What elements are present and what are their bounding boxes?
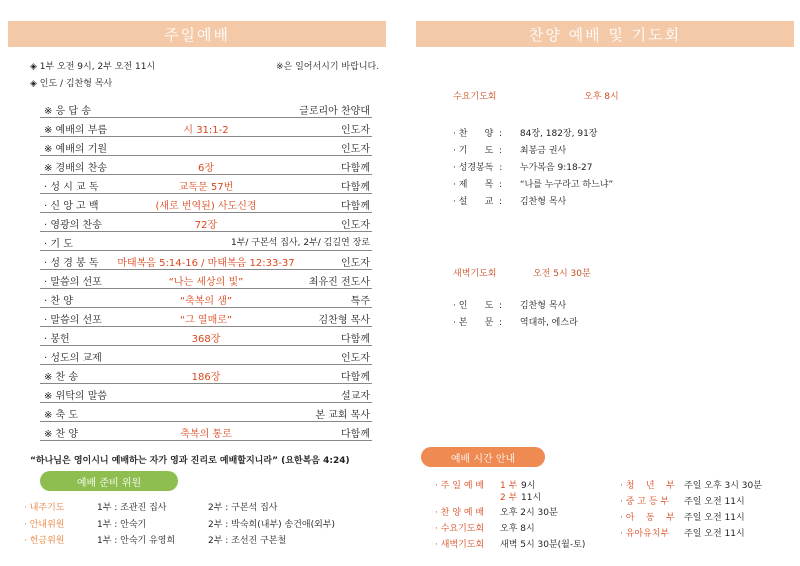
schedule-name: · 주 일 예 배 bbox=[435, 481, 485, 491]
order-item-leader: 인도자 bbox=[341, 220, 370, 231]
schedule-time: 오후 2시 30분 bbox=[500, 508, 558, 518]
order-item-detail: 마태복음 5:14-16 / 마태복음 12:33-37 bbox=[117, 258, 295, 269]
order-item-detail: 축복의 통로 bbox=[180, 429, 232, 440]
order-row bbox=[40, 422, 372, 441]
order-item-name: · 말씀의 선포 bbox=[44, 315, 102, 326]
order-item-detail: “그 열매로” bbox=[179, 315, 233, 326]
order-row bbox=[40, 99, 372, 118]
order-item-name: · 말씀의 선포 bbox=[44, 277, 102, 288]
order-item-name: · 성 경 봉 독 bbox=[44, 258, 99, 269]
order-row bbox=[40, 251, 372, 270]
wed-title: 수요기도회 bbox=[453, 92, 497, 102]
prep-row bbox=[24, 500, 384, 514]
dawn-item-value: 김찬형 목사 bbox=[519, 301, 567, 311]
wed-item-label: · 제 목 : bbox=[453, 180, 503, 190]
order-item-leader: 1부/ 구본석 집사, 2부/ 김길연 장로 bbox=[230, 238, 370, 248]
wed-item-value: 김찬형 목사 bbox=[519, 197, 567, 207]
wed-item-label: · 기 도 : bbox=[453, 146, 503, 156]
order-item-leader: 인도자 bbox=[341, 125, 370, 136]
left-banner-title: 주일예배 bbox=[164, 25, 230, 44]
order-row bbox=[40, 118, 372, 137]
wed-item bbox=[453, 160, 773, 173]
prep-row bbox=[24, 533, 384, 547]
prep-role: · 헌금위원 bbox=[24, 536, 65, 546]
prep-row bbox=[24, 517, 384, 531]
order-row bbox=[40, 403, 372, 422]
dept-name: · 청 년 부 bbox=[620, 481, 675, 491]
prep-committee-label: 예배 준비 위원 bbox=[76, 477, 142, 489]
prep-part2: 2부 : 구본석 집사 bbox=[208, 503, 278, 513]
order-item-detail: “나는 세상의 빛” bbox=[168, 277, 244, 288]
stand-note: ※은 일어서시기 바랍니다. bbox=[276, 62, 380, 72]
dawn-item-label: · 본 문 : bbox=[453, 318, 503, 328]
presider: ◈ 인도 / 김찬형 목사 bbox=[30, 79, 113, 89]
order-item-detail: 6장 bbox=[197, 163, 215, 174]
right-banner-title: 찬양 예배 및 기도회 bbox=[528, 25, 682, 44]
order-item-name: ※ 찬 양 bbox=[44, 429, 79, 440]
dept-name: · 중 고 등 부 bbox=[620, 497, 670, 507]
wed-item-label: · 성경봉독 : bbox=[453, 163, 503, 173]
schedule-label: 예배 시간 안내 bbox=[450, 453, 516, 465]
wed-item bbox=[453, 177, 773, 190]
dawn-item bbox=[453, 315, 773, 328]
order-item-leader: 다함께 bbox=[341, 201, 370, 212]
order-row bbox=[40, 327, 372, 346]
schedule-name: · 수요기도회 bbox=[435, 524, 485, 534]
dawn-title: 새벽기도회 bbox=[453, 269, 497, 279]
dawn-item bbox=[453, 298, 773, 311]
order-item-leader: 설교자 bbox=[341, 391, 370, 402]
schedule-time: 9시 bbox=[521, 481, 536, 491]
prep-role: · 내주기도 bbox=[24, 503, 65, 513]
right-banner bbox=[416, 21, 794, 47]
order-item-leader: 다함께 bbox=[341, 334, 370, 345]
dept-time: 주일 오전 11시 bbox=[684, 513, 745, 523]
wed-item-value: 84장, 182장, 91장 bbox=[519, 129, 598, 139]
order-item-leader: 최유진 전도사 bbox=[308, 277, 370, 288]
order-item-detail: 시 31:1-2 bbox=[183, 125, 229, 136]
order-item-name: ※ 축 도 bbox=[44, 410, 79, 421]
order-row bbox=[40, 384, 372, 403]
order-item-leader: 인도자 bbox=[341, 144, 370, 155]
wed-item-label: · 찬 양 : bbox=[453, 129, 503, 139]
schedule-time: 오후 8시 bbox=[500, 524, 535, 534]
wed-time: 오후 8시 bbox=[584, 92, 619, 102]
schedule-badge bbox=[421, 447, 545, 467]
order-item-name: ※ 예배의 부름 bbox=[44, 125, 108, 136]
order-item-name: · 영광의 찬송 bbox=[44, 220, 102, 231]
order-row bbox=[40, 365, 372, 384]
order-item-detail: 72장 bbox=[194, 220, 218, 231]
order-row bbox=[40, 308, 372, 327]
order-item-name: ※ 위탁의 말씀 bbox=[44, 391, 108, 402]
order-row bbox=[40, 137, 372, 156]
order-item-leader: 김찬형 목사 bbox=[318, 315, 370, 326]
order-row bbox=[40, 194, 372, 213]
order-row bbox=[40, 289, 372, 308]
order-item-leader: 다함께 bbox=[341, 372, 370, 383]
prep-committee-badge bbox=[40, 471, 178, 491]
dawn-time: 오전 5시 30분 bbox=[533, 269, 591, 279]
wed-item bbox=[453, 143, 773, 156]
order-item-name: · 기 도 bbox=[44, 239, 73, 250]
wed-item-value: “나를 누구라고 하느냐” bbox=[519, 180, 614, 190]
order-item-name: ※ 응 답 송 bbox=[44, 106, 91, 117]
prep-part1: 1부 : 안숙기 유영희 bbox=[97, 536, 176, 546]
schedule-name: · 새벽기도회 bbox=[435, 540, 485, 550]
wed-item-value: 누가복음 9:18-27 bbox=[519, 163, 593, 173]
dawn-item-label: · 인 도 : bbox=[453, 301, 503, 311]
order-item-leader: 다함께 bbox=[341, 429, 370, 440]
order-item-leader: 인도자 bbox=[341, 258, 370, 269]
order-item-name: ※ 예배의 기원 bbox=[44, 144, 108, 155]
order-item-detail: (새로 번역된) 사도신경 bbox=[155, 201, 257, 212]
prep-part2: 2부 : 조선진 구본철 bbox=[208, 536, 287, 546]
row-divider bbox=[40, 440, 372, 441]
order-item-leader: 다함께 bbox=[341, 182, 370, 193]
prep-part1: 1부 : 안숙기 bbox=[97, 520, 147, 530]
schedule-name: · 찬 양 예 배 bbox=[435, 508, 485, 518]
order-item-name: · 신 앙 고 백 bbox=[44, 201, 99, 212]
wed-item bbox=[453, 194, 773, 207]
order-row bbox=[40, 175, 372, 194]
order-item-leader: 인도자 bbox=[341, 353, 370, 364]
order-row bbox=[40, 346, 372, 365]
scripture-verse: “하나님은 영이시니 예배하는 자가 영과 진리로 예배할지니라” (요한복음 4:24) bbox=[30, 456, 350, 466]
left-banner bbox=[8, 21, 386, 47]
schedule-part: 1 부 bbox=[500, 481, 518, 491]
order-row bbox=[40, 156, 372, 175]
order-item-name: ※ 찬 송 bbox=[44, 372, 79, 383]
dept-time: 주일 오전 11시 bbox=[684, 497, 745, 507]
order-item-leader: 다함께 bbox=[341, 163, 370, 174]
prep-part1: 1부 : 조관진 집사 bbox=[97, 503, 167, 513]
order-item-detail: 교독문 57번 bbox=[178, 182, 234, 193]
order-row bbox=[40, 232, 372, 251]
dept-name: · 유아유치부 bbox=[620, 529, 670, 539]
order-item-name: · 찬 양 bbox=[44, 296, 73, 307]
prep-role: · 안내위원 bbox=[24, 520, 65, 530]
order-item-name: · 성도의 교제 bbox=[44, 353, 102, 364]
order-item-name: · 봉헌 bbox=[44, 334, 70, 345]
wed-item-value: 최봉금 권사 bbox=[519, 146, 567, 156]
dept-time: 주일 오전 11시 bbox=[684, 529, 745, 539]
schedule-time: 11시 bbox=[521, 493, 542, 503]
wed-item bbox=[453, 126, 773, 139]
order-item-leader: 본 교회 목사 bbox=[315, 410, 370, 421]
order-item-detail: 368장 bbox=[191, 334, 221, 345]
schedule-part: 2 부 bbox=[500, 493, 518, 503]
wed-item-label: · 설 교 : bbox=[453, 197, 503, 207]
order-item-name: · 성 시 교 독 bbox=[44, 182, 99, 193]
schedule-time: 새벽 5시 30분(월-토) bbox=[500, 540, 586, 550]
order-item-leader: 특주 bbox=[350, 296, 370, 307]
dawn-item-value: 역대하, 에스라 bbox=[519, 318, 578, 328]
order-item-detail: 186장 bbox=[191, 372, 221, 383]
order-item-detail: “축복의 샘” bbox=[179, 296, 233, 307]
prep-part2: 2부 : 박숙희(내부) 송건애(외부) bbox=[208, 520, 336, 530]
service-times: ◈ 1부 오전 9시, 2부 오전 11시 bbox=[30, 62, 156, 72]
order-item-name: ※ 경배의 찬송 bbox=[44, 163, 108, 174]
order-row bbox=[40, 270, 372, 289]
dept-time: 주일 오후 3시 30분 bbox=[684, 481, 762, 491]
order-row bbox=[40, 213, 372, 232]
order-item-leader: 글로리아 찬양대 bbox=[299, 106, 370, 117]
dept-name: · 아 동 부 bbox=[620, 513, 675, 523]
